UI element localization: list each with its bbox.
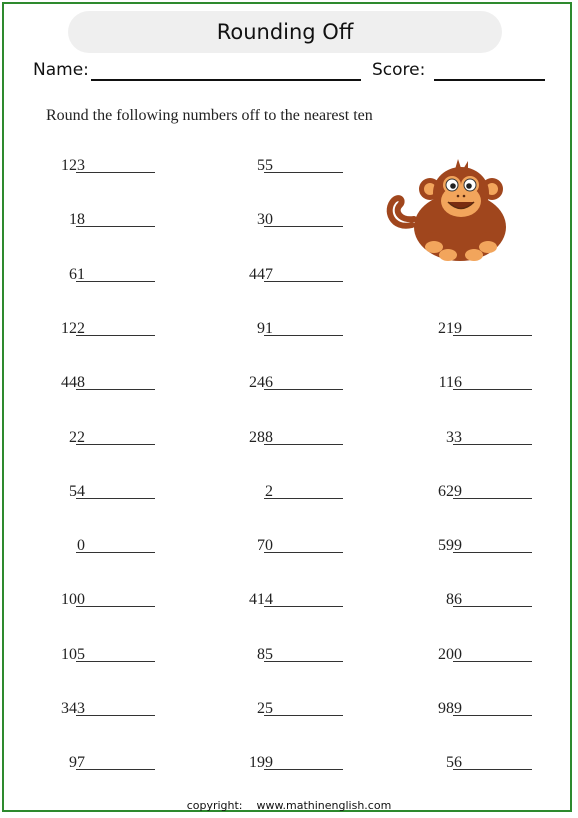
exercise-item xyxy=(203,319,343,341)
answer-line[interactable] xyxy=(76,498,155,499)
monkey-illustration xyxy=(382,155,522,265)
instructions: Round the following numbers off to the nearest ten xyxy=(46,107,373,124)
exercise-number: 25 xyxy=(257,700,273,717)
exercise-number: 123 xyxy=(61,157,85,174)
exercise-row xyxy=(0,590,578,612)
exercise-item xyxy=(203,536,343,558)
exercise-row xyxy=(0,373,578,395)
exercise-number: 599 xyxy=(438,537,462,555)
answer-line[interactable] xyxy=(264,715,343,716)
answer-line[interactable] xyxy=(264,661,343,662)
exercise-item xyxy=(203,373,343,395)
answer-line[interactable] xyxy=(76,444,155,445)
exercise-row xyxy=(0,645,578,667)
exercise-number: 30 xyxy=(257,211,273,229)
exercise-item xyxy=(392,753,532,775)
answer-line[interactable] xyxy=(453,444,532,445)
exercise-number: 97 xyxy=(69,754,85,772)
answer-line[interactable] xyxy=(453,661,532,662)
answer-line[interactable] xyxy=(76,715,155,716)
exercise-number: 122 xyxy=(61,319,85,337)
exercise-item xyxy=(203,265,343,287)
exercise-item xyxy=(392,536,532,558)
exercise-row xyxy=(0,699,578,721)
exercise-number: 22 xyxy=(69,428,85,446)
exercise-item xyxy=(203,590,343,612)
title-text: Rounding Off xyxy=(216,20,354,44)
exercise-number: 105 xyxy=(61,645,85,663)
exercise-row xyxy=(0,319,578,341)
exercise-item xyxy=(392,699,532,721)
exercise-item xyxy=(203,699,343,721)
site-url: www.mathinenglish.com xyxy=(256,799,392,812)
exercise-item xyxy=(15,265,155,287)
exercise-item xyxy=(15,428,155,450)
exercise-item xyxy=(203,156,343,178)
exercise-number: 56 xyxy=(446,754,462,772)
exercise-item xyxy=(203,753,343,775)
exercise-item xyxy=(392,645,532,667)
name-label: Name: xyxy=(33,60,89,80)
exercise-item xyxy=(15,156,155,178)
exercise-row xyxy=(0,482,578,504)
exercise-item xyxy=(15,645,155,667)
exercise-row xyxy=(0,428,578,450)
answer-line[interactable] xyxy=(264,444,343,445)
exercise-item xyxy=(15,699,155,721)
exercise-number: 989 xyxy=(438,700,462,717)
exercise-number: 116 xyxy=(438,374,462,392)
exercise-item xyxy=(203,210,343,232)
answer-line[interactable] xyxy=(76,552,155,553)
exercise-number: 61 xyxy=(69,265,85,283)
exercise-number: 0 xyxy=(77,537,85,555)
exercise-number: 288 xyxy=(249,428,273,446)
exercise-row xyxy=(0,753,578,775)
exercise-item xyxy=(392,373,532,395)
exercise-number: 2 xyxy=(265,482,273,500)
exercise-item xyxy=(392,319,532,341)
answer-line[interactable] xyxy=(264,335,343,336)
footer xyxy=(0,799,578,812)
exercise-number: 447 xyxy=(249,265,273,283)
exercise-number: 199 xyxy=(249,754,273,772)
answer-line[interactable] xyxy=(76,281,155,282)
exercise-number: 85 xyxy=(257,645,273,663)
exercise-item xyxy=(392,590,532,612)
exercise-item xyxy=(203,645,343,667)
name-line xyxy=(91,79,361,81)
answer-line[interactable] xyxy=(76,172,155,173)
exercise-number: 33 xyxy=(446,428,462,446)
answer-line[interactable] xyxy=(76,661,155,662)
exercise-number: 246 xyxy=(249,374,273,392)
exercise-number: 343 xyxy=(61,700,85,717)
answer-line[interactable] xyxy=(264,606,343,607)
answer-line[interactable] xyxy=(264,389,343,390)
answer-line[interactable] xyxy=(264,172,343,173)
exercise-number: 219 xyxy=(438,319,462,337)
answer-line[interactable] xyxy=(76,335,155,336)
answer-line[interactable] xyxy=(76,226,155,227)
answer-line[interactable] xyxy=(264,498,343,499)
exercise-number: 91 xyxy=(257,319,273,337)
exercise-item xyxy=(15,590,155,612)
exercise-item xyxy=(15,319,155,341)
answer-line[interactable] xyxy=(264,552,343,553)
exercise-item xyxy=(15,373,155,395)
exercise-item xyxy=(15,536,155,558)
exercise-number: 55 xyxy=(257,157,273,174)
exercise-item xyxy=(203,482,343,504)
answer-line[interactable] xyxy=(76,389,155,390)
exercise-number: 629 xyxy=(438,482,462,500)
answer-line[interactable] xyxy=(264,226,343,227)
answer-line[interactable] xyxy=(76,606,155,607)
score-label: Score: xyxy=(372,60,426,80)
answer-line[interactable] xyxy=(453,715,532,716)
answer-line[interactable] xyxy=(453,606,532,607)
worksheet-title xyxy=(68,11,502,53)
exercise-number: 86 xyxy=(446,591,462,609)
answer-line[interactable] xyxy=(453,335,532,336)
answer-line[interactable] xyxy=(453,769,532,770)
exercise-item xyxy=(392,428,532,450)
exercise-item xyxy=(15,753,155,775)
answer-line[interactable] xyxy=(264,281,343,282)
copyright-label: copyright: xyxy=(186,799,243,812)
answer-line[interactable] xyxy=(453,552,532,553)
score-line xyxy=(434,79,545,81)
exercise-number: 70 xyxy=(257,537,273,555)
answer-line[interactable] xyxy=(264,769,343,770)
exercise-item xyxy=(203,428,343,450)
exercise-item xyxy=(392,482,532,504)
exercise-number: 448 xyxy=(61,374,85,392)
exercise-row xyxy=(0,536,578,558)
exercise-number: 200 xyxy=(438,645,462,663)
exercise-item xyxy=(15,482,155,504)
answer-line[interactable] xyxy=(453,389,532,390)
exercise-number: 54 xyxy=(69,482,85,500)
exercise-row xyxy=(0,265,578,287)
answer-line[interactable] xyxy=(453,498,532,499)
exercise-number: 100 xyxy=(61,591,85,609)
exercise-item xyxy=(15,210,155,232)
exercise-number: 414 xyxy=(249,591,273,609)
answer-line[interactable] xyxy=(76,769,155,770)
exercise-number: 18 xyxy=(69,211,85,229)
